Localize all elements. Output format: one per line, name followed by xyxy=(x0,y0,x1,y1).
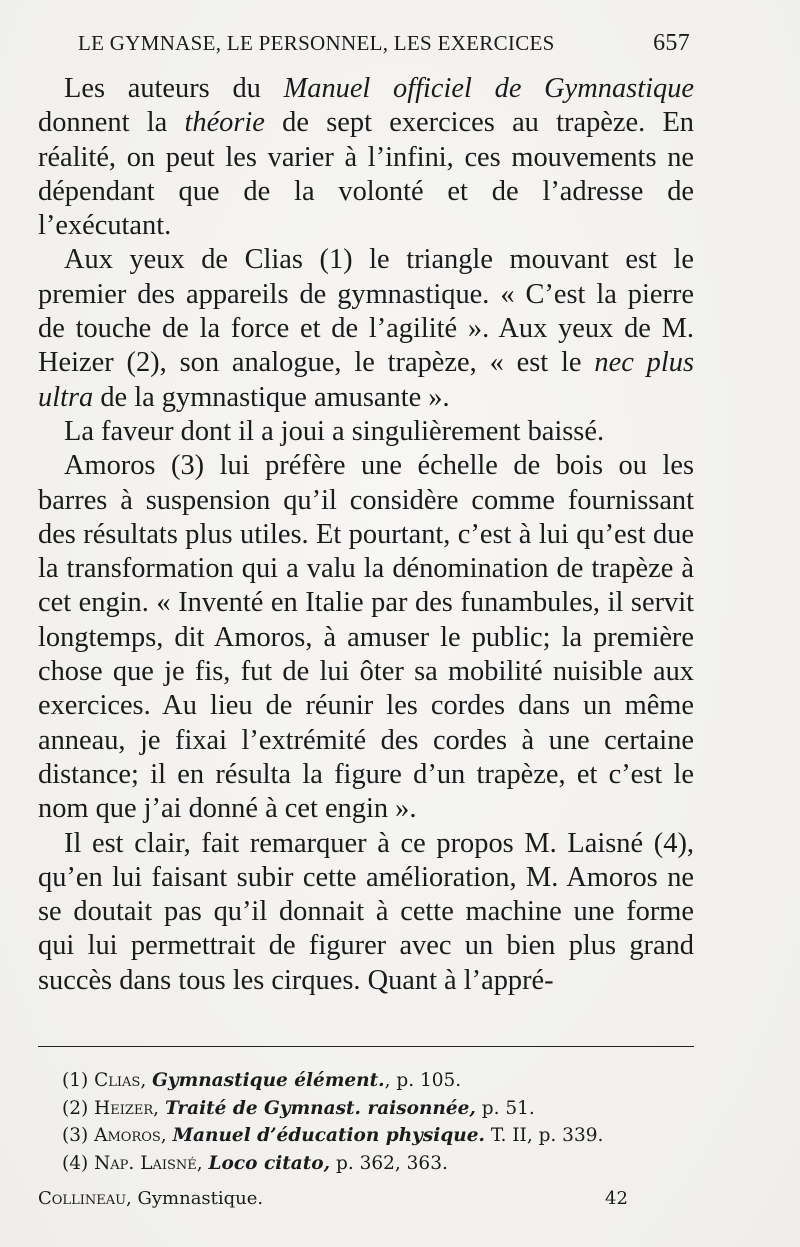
footnote-title: Loco citato, xyxy=(208,1152,331,1174)
text-run: de la gymnastique amusante ». xyxy=(93,381,450,413)
footnote-title: Manuel d’éducation physique. xyxy=(172,1125,485,1146)
footnote-author: Clias, xyxy=(94,1070,147,1091)
paragraph xyxy=(38,72,694,243)
footnote-number: (2) xyxy=(62,1097,89,1119)
signature-author: Collineau, xyxy=(38,1188,132,1209)
footnote-title: Traité de Gymnast. raisonnée, xyxy=(164,1097,476,1119)
footnote-author: Nap. Laisné, xyxy=(94,1152,203,1174)
signature-title: Gymnastique. xyxy=(131,1188,264,1209)
signature-number: 42 xyxy=(605,1188,628,1209)
page-number: 657 xyxy=(653,30,690,56)
footnote xyxy=(62,1122,682,1150)
text-run: de sept exercices au trapèze. En réalité, on peut les varier à l’infini, ces mouvements ne dépendant que de la volonté et de l’adresse de l’exécutant. xyxy=(38,107,694,242)
paragraph xyxy=(38,415,694,449)
footnote-ref: T. II, p. 339. xyxy=(484,1125,604,1146)
footnote-title: Gymnastique élément. xyxy=(152,1070,385,1091)
footnote xyxy=(62,1067,682,1095)
italic-title: Manuel officiel de Gymnastique xyxy=(283,73,694,104)
footnote-number: (1) xyxy=(62,1070,89,1091)
footnote-divider xyxy=(38,1046,694,1047)
main-text xyxy=(38,72,694,998)
footnote-number: (4) xyxy=(62,1152,89,1174)
footnote-ref: p. 51. xyxy=(475,1097,535,1119)
text-run: Il est clair, fait remarquer à ce propos M. Laisné (4), qu’en lui faisant subir cette amélioration, M. Amoros ne se doutait pas qu’il donnait à cette machine une forme qui lui permettrait de figurer avec un bien plus grand succès dans tous les cirques. Quant à l’appré- xyxy=(38,827,694,996)
running-header xyxy=(78,30,690,57)
text-run: La faveur dont il a joui a singulièrement baissé. xyxy=(64,415,605,447)
footnote-author: Amoros, xyxy=(94,1125,167,1146)
signature-mark xyxy=(38,1188,263,1209)
footnotes xyxy=(62,1067,682,1177)
text-run: Les auteurs du xyxy=(64,73,284,104)
running-title: LE GYMNASE, LE PERSONNEL, LES EXERCICES xyxy=(78,31,555,55)
footnote-ref: , p. 105. xyxy=(384,1070,462,1091)
footnote-author: Heizer, xyxy=(94,1097,160,1119)
footnote-number: (3) xyxy=(62,1125,89,1146)
text-run: Amoros (3) lui préfère une échelle de bois ou les barres à suspension qu’il considère comme fournissant des résultats plus utiles. Et pourtant, c’est à lui qu’est due la transformation qui a valu la dénomination de trapèze à cet engin. « Inventé en Italie par des funambules, il servit longtemps, dit Amoros, à amuser le public; la première chose que je fis, fut de lui ôter sa mobilité nuisible aux exercices. Au lieu de réunir les cordes dans un même anneau, je fixai l’extrémité des cordes à une certaine distance; il en résulta la figure d’un trapèze, et c’est le nom que j’ai donné à cet engin ». xyxy=(38,450,694,825)
paragraph xyxy=(38,827,694,998)
footnote-ref: p. 362, 363. xyxy=(330,1152,448,1174)
footnote xyxy=(62,1095,682,1123)
italic-word: théorie xyxy=(184,107,265,139)
paragraph xyxy=(38,243,694,414)
italic-phrase: nec plus ultra xyxy=(38,347,694,413)
text-run: donnent la xyxy=(38,107,185,139)
paragraph xyxy=(38,449,694,826)
footnote xyxy=(62,1150,682,1178)
text-run: Aux yeux de Clias (1) le triangle mouvant est le premier des appareils de gymnastique. « C’est la pierre de touche de la force et de l’agilité ». Aux yeux de M. Heizer (2), son analogue, le trapèze, « est le xyxy=(38,244,694,379)
